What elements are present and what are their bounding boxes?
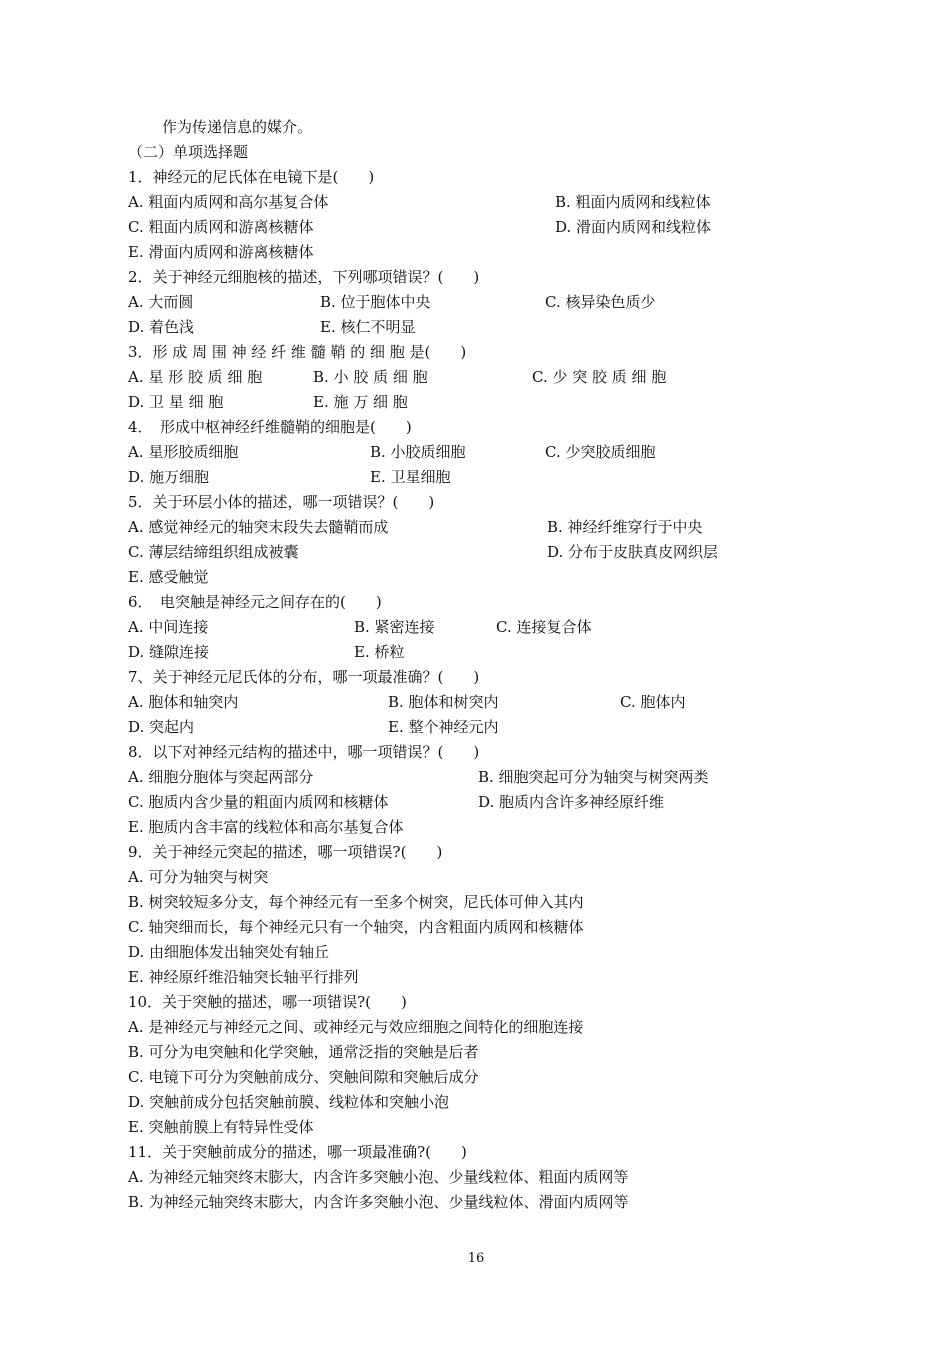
option-d: D. 突触前成分包括突触前膜、线粒体和突触小泡 (128, 1093, 450, 1111)
question-stem: 4． 形成中枢神经纤维髓鞘的细胞是( ) (128, 418, 412, 436)
question-stem: 11．关于突触前成分的描述，哪一项最准确?( ) (128, 1143, 467, 1161)
option-e: E. 桥粒 (354, 643, 405, 661)
question-stem: 10．关于突触的描述，哪一项错误?( ) (128, 993, 407, 1011)
question-stem: 9．关于神经元突起的描述，哪一项错误?( ) (128, 843, 443, 861)
option-c: C. 电镜下可分为突触前成分、突触间隙和突触后成分 (128, 1068, 479, 1086)
option-e: E. 滑面内质网和游离核糖体 (128, 243, 314, 261)
option-b: B. 胞体和树突内 (388, 693, 499, 711)
option-a: A. 中间连接 (128, 618, 209, 636)
option-c: C. 连接复合体 (496, 618, 592, 636)
page-number: 16 (467, 1251, 485, 1266)
option-c: C. 胞体内 (620, 693, 686, 711)
option-c: C. 少 突 胶 质 细 胞 (532, 368, 667, 386)
question-stem: 3．形 成 周 围 神 经 纤 维 髓 鞘 的 细 胞 是( ) (128, 343, 467, 361)
option-e: E. 胞质内含丰富的线粒体和高尔基复合体 (128, 818, 404, 836)
option-d: D. 施万细胞 (128, 468, 210, 486)
option-d: D. 突起内 (128, 718, 195, 736)
option-b: B. 小胶质细胞 (370, 443, 466, 461)
option-b: B. 紧密连接 (354, 618, 435, 636)
option-b: B. 为神经元轴突终末膨大，内含许多突触小泡、少量线粒体、滑面内质网等 (128, 1193, 629, 1211)
option-d: D. 缝隙连接 (128, 643, 210, 661)
option-b: B. 细胞突起可分为轴突与树突两类 (478, 768, 709, 786)
option-e: E. 感受触觉 (128, 568, 209, 586)
question-stem: 2．关于神经元细胞核的描述，下列哪项错误？( ) (128, 268, 480, 286)
question-stem: 6． 电突触是神经元之间存在的( ) (128, 593, 382, 611)
option-e: E. 核仁不明显 (320, 318, 416, 336)
option-c: C. 核异染色质少 (545, 293, 656, 311)
option-a: A. 为神经元轴突终末膨大，内含许多突触小泡、少量线粒体、粗面内质网等 (128, 1168, 629, 1186)
option-a: A. 大而圆 (128, 293, 194, 311)
option-d: D. 着色浅 (128, 318, 195, 336)
option-d: D. 分布于皮肤真皮网织层 (547, 543, 719, 561)
option-c: C. 胞质内含少量的粗面内质网和核糖体 (128, 793, 389, 811)
option-b: B. 小 胶 质 细 胞 (313, 368, 428, 386)
option-a: A. 感觉神经元的轴突末段失去髓鞘而成 (128, 518, 389, 536)
option-d: D. 卫 星 细 胞 (128, 393, 224, 411)
option-e: E. 突触前膜上有特异性受体 (128, 1118, 314, 1136)
option-c: C. 轴突细而长，每个神经元只有一个轴突，内含粗面内质网和核糖体 (128, 918, 584, 936)
option-d: D. 滑面内质网和线粒体 (555, 218, 712, 236)
option-d: D. 胞质内含许多神经原纤维 (478, 793, 665, 811)
option-a: A. 胞体和轴突内 (128, 693, 239, 711)
option-d: D. 由细胞体发出轴突处有轴丘 (128, 943, 330, 961)
option-e: E. 神经原纤维沿轴突长轴平行排列 (128, 968, 359, 986)
option-a: A. 细胞分胞体与突起两部分 (128, 768, 314, 786)
option-b: B. 可分为电突触和化学突触，通常泛指的突触是后者 (128, 1043, 479, 1061)
option-e: E. 整个神经元内 (388, 718, 499, 736)
option-c: C. 薄层结缔组织组成被囊 (128, 543, 299, 561)
option-c: C. 粗面内质网和游离核糖体 (128, 218, 314, 236)
option-b: B. 树突较短多分支，每个神经元有一至多个树突，尼氏体可伸入其内 (128, 893, 584, 911)
option-a: A. 星形胶质细胞 (128, 443, 239, 461)
option-a: A. 粗面内质网和高尔基复合体 (128, 193, 329, 211)
intro-line: 作为传递信息的媒介。 (162, 118, 313, 136)
option-e: E. 卫星细胞 (370, 468, 451, 486)
section-heading: （二）单项选择题 (128, 143, 249, 161)
option-a: A. 星 形 胶 质 细 胞 (128, 368, 263, 386)
option-a: A. 可分为轴突与树突 (128, 868, 269, 886)
question-stem: 1．神经元的尼氏体在电镜下是( ) (128, 168, 375, 186)
question-stem: 8．以下对神经元结构的描述中，哪一项错误？( ) (128, 743, 480, 761)
option-b: B. 位于胞体中央 (320, 293, 431, 311)
option-b: B. 粗面内质网和线粒体 (555, 193, 711, 211)
option-a: A. 是神经元与神经元之间、或神经元与效应细胞之间特化的细胞连接 (128, 1018, 584, 1036)
option-e: E. 施 万 细 胞 (313, 393, 408, 411)
question-stem: 5．关于环层小体的描述，哪一项错误？( ) (128, 493, 435, 511)
option-c: C. 少突胶质细胞 (545, 443, 656, 461)
question-stem: 7、关于神经元尼氏体的分布，哪一项最准确？( ) (128, 668, 480, 686)
option-b: B. 神经纤维穿行于中央 (547, 518, 703, 536)
